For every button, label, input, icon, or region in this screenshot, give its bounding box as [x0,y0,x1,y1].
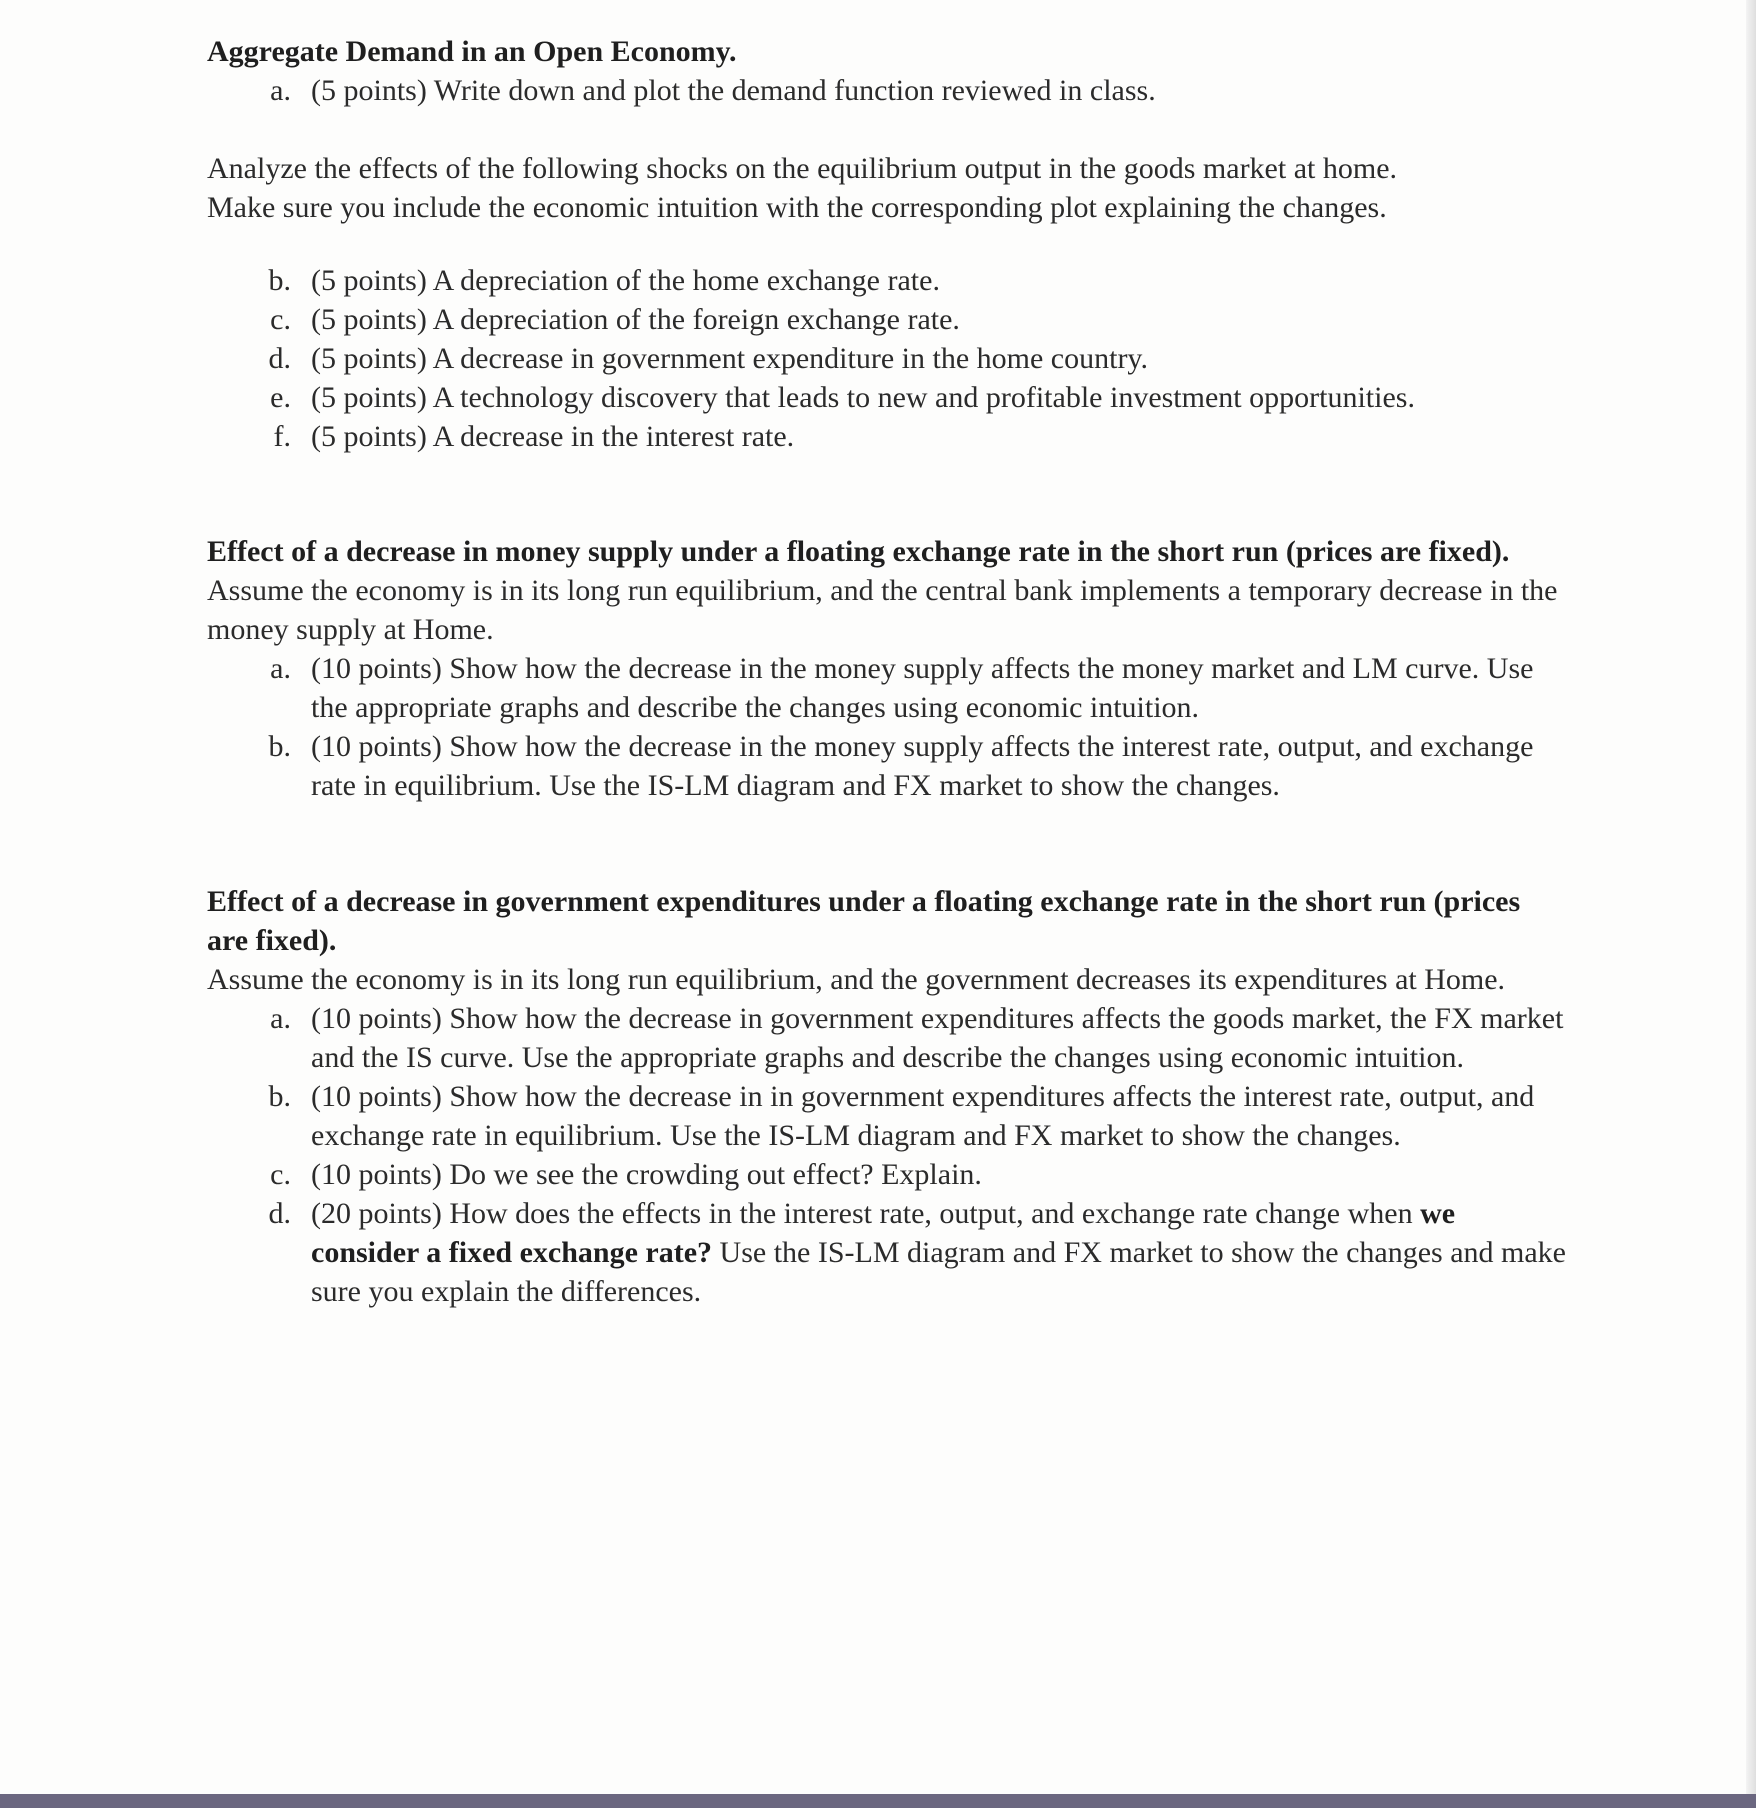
item-text-after: Use the IS-LM diagram and FX market to show the changes and make sure you explain the differences. [311,1236,1566,1308]
list-item-text: (10 points) Show how the decrease in the money supply affects the money market and LM curve. Use the appropriate graphs and describe the changes using economic intuition. [311,652,1534,724]
list-item-text: (5 points) A decrease in the interest rate. [311,420,795,453]
list-marker: e. [270,381,291,414]
list-item [207,999,1567,1077]
section1-intro-line2: Make sure you include the economic intuition with the corresponding plot explaining the changes. [207,191,1387,224]
section3-heading: Effect of a decrease in government expenditures under a floating exchange rate in the short run (prices are fixed). [207,885,1521,957]
section1-intro-line1: Analyze the effects of the following shocks on the equilibrium output in the goods market at home. [207,152,1398,185]
list-item [207,1155,1567,1194]
list-marker: a. [270,1002,291,1035]
section2-heading: Effect of a decrease in money supply under a floating exchange rate in the short run (prices are fixed). [207,535,1510,568]
list-item [207,261,1567,300]
item-text-before: (20 points) How does the effects in the interest rate, output, and exchange rate change when [311,1197,1421,1230]
list-marker: d. [268,342,291,375]
list-item [207,417,1567,456]
list-marker: c. [270,303,291,336]
section2-list [207,649,1567,805]
list-item-text: (5 points) A depreciation of the home exchange rate. [311,264,940,297]
list-item [207,649,1567,727]
page-edge-shadow [1746,0,1756,1794]
list-item-text: (5 points) Write down and plot the demand function reviewed in class. [311,74,1156,107]
list-marker: b. [268,730,291,763]
list-marker: b. [268,264,291,297]
list-item-text: (10 points) Do we see the crowding out effect? Explain. [311,1158,982,1191]
list-item [207,300,1567,339]
section1-list-a [207,71,1567,110]
section3-intro: Assume the economy is in its long run equilibrium, and the government decreases its expenditures at Home. [207,963,1506,996]
list-item-text: (10 points) Show how the decrease in government expenditures affects the goods market, the FX market and the IS curve. Use the appropriate graphs and describe the changes using economic intuition. [311,1002,1564,1074]
list-item [207,727,1567,805]
list-item-text: (5 points) A depreciation of the foreign exchange rate. [311,303,960,336]
list-item-text: (5 points) A technology discovery that leads to new and profitable investment opportunities. [311,381,1415,414]
list-item [207,339,1567,378]
section2-intro: Assume the economy is in its long run equilibrium, and the central bank implements a temporary decrease in the money supply at Home. [207,574,1558,646]
list-item-text: (10 points) Show how the decrease in in government expenditures affects the interest rate, output, and exchange rate in equilibrium. Use the IS-LM diagram and FX market to show the changes. [311,1080,1535,1152]
list-item-text [311,1194,1567,1311]
list-marker: a. [270,652,291,685]
section3-list [207,999,1567,1311]
list-item-text: (5 points) A decrease in government expenditure in the home country. [311,342,1148,375]
list-item-text: (10 points) Show how the decrease in the money supply affects the interest rate, output, and exchange rate in equilibrium. Use the IS-LM diagram and FX market to show the changes. [311,730,1534,802]
section1-heading: Aggregate Demand in an Open Economy. [207,35,737,68]
list-marker: f. [273,420,291,453]
item-text-emphasis: we consider a fixed exchange rate? [311,1197,1456,1269]
section1-list [207,261,1567,456]
list-marker: d. [268,1197,291,1230]
list-item [207,71,1567,110]
list-item [207,1077,1567,1155]
bottom-bar [0,1794,1756,1808]
list-marker: c. [270,1158,291,1191]
document-content [207,32,1567,1311]
list-item [207,1194,1567,1311]
list-marker: b. [268,1080,291,1113]
list-item [207,378,1567,417]
list-marker: a. [270,74,291,107]
